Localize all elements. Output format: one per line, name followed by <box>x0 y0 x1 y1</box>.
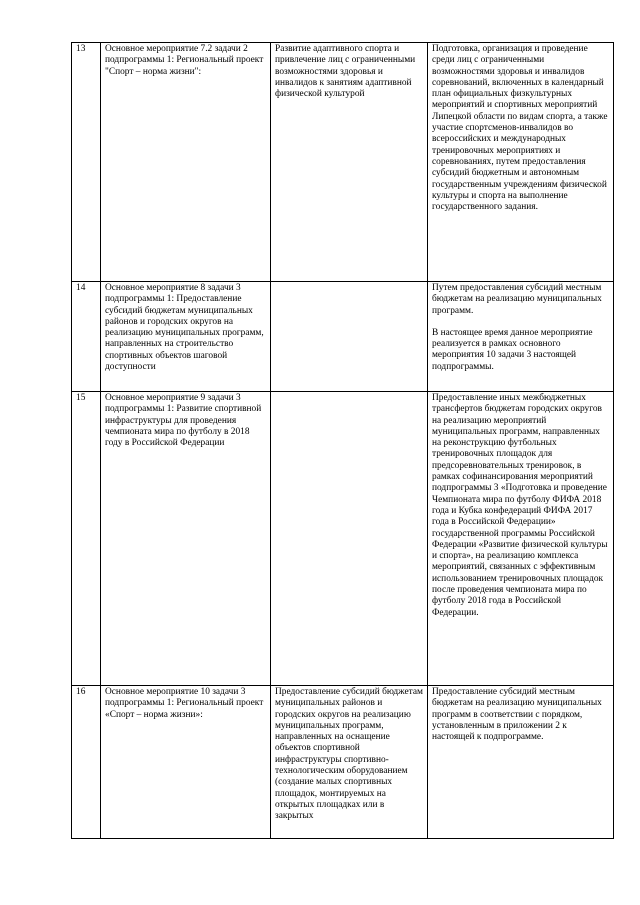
event-name-cell: Основное мероприятие 8 задачи 3 подпрограммы 1: Предоставление субсидий бюджетам муниципальных районов и городских округов на реализацию муниципальных программ, направленных на строительство спортивных объектов шаговой доступности <box>101 282 271 392</box>
table-row <box>72 43 614 282</box>
indicator-cell <box>271 282 428 392</box>
event-name-cell: Основное мероприятие 7.2 задачи 2 подпрограммы 1: Региональный проект "Спорт – норма жизни": <box>101 43 271 282</box>
event-name-cell: Основное мероприятие 9 задачи 3 подпрограммы 1: Развитие спортивной инфраструктуры для проведения чемпионата мира по футболу в 2018 году в Российской Федерации <box>101 392 271 686</box>
description-paragraph: Подготовка, организация и проведение среди лиц с ограниченными возможностями здоровья и инвалидов соревнований, включенных в календарный план официальных физкультурных мероприятий и спортивных мероприятий Липецкой области по видам спорта, а также участие спортсменов-инвалидов во всероссийских и международных тренировочных мероприятиях и соревнованиях, путем предоставления субсидий бюджетным и автономным государственным учреждениям физической культуры и спорта на выполнение государственного задания. <box>432 44 608 213</box>
row-number: 16 <box>72 686 101 839</box>
description-cell <box>428 43 614 282</box>
indicator-cell: Предоставление субсидий бюджетам муниципальных районов и городских округов на реализацию муниципальных программ, направленных на оснащение объектов спортивной инфраструктуры спортивно-технологическим оборудованием (создание малых спортивных площадок, монтируемых на открытых площадках или в закрытых <box>271 686 428 839</box>
description-cell <box>428 282 614 392</box>
description-paragraph: В настоящее время данное мероприятие реализуется в рамках основного мероприятия 10 задачи 3 настоящей подпрограммы. <box>432 327 593 372</box>
table-row <box>72 686 614 839</box>
row-number: 13 <box>72 43 101 282</box>
row-number: 14 <box>72 282 101 392</box>
row-number: 15 <box>72 392 101 686</box>
table-row <box>72 392 614 686</box>
table-row <box>72 282 614 392</box>
indicator-cell: Развитие адаптивного спорта и привлечение лиц с ограниченными возможностями здоровья и инвалидов к занятиям адаптивной физической культурой <box>271 43 428 282</box>
description-paragraph: Путем предоставления субсидий местным бюджетам на реализацию муниципальных программ. <box>432 283 602 316</box>
description-paragraph: Предоставление иных межбюджетных трансфертов бюджетам городских округов на реализацию мероприятий муниципальных программ, направленных на реконструкцию футбольных тренировочных площадок для предсоревновательных тренировок, в рамках софинансирования мероприятий подпрограммы 3 «Подготовка и проведение Чемпионата мира по футболу ФИФА 2018 года и Кубка конфедераций ФИФА 2017 года в Российской Федерации» государственной программы Российской Федерации «Развитие физической культуры и спорта», на реализацию комплекса мероприятий, связанных с эффективным использованием тренировочных площадок после проведения чемпионата мира по футболу 2018 года в Российской Федерации. <box>432 393 608 618</box>
description-cell <box>428 686 614 839</box>
description-cell <box>428 392 614 686</box>
measures-table <box>71 42 614 839</box>
description-paragraph: Предоставление субсидий местным бюджетам на реализацию муниципальных программ в соответствии с порядком, установленным в приложении 2 к настоящей к подпрограмме. <box>432 687 602 743</box>
event-name-cell: Основное мероприятие 10 задачи 3 подпрограммы 1: Региональный проект «Спорт – норма жизни»: <box>101 686 271 839</box>
indicator-cell <box>271 392 428 686</box>
